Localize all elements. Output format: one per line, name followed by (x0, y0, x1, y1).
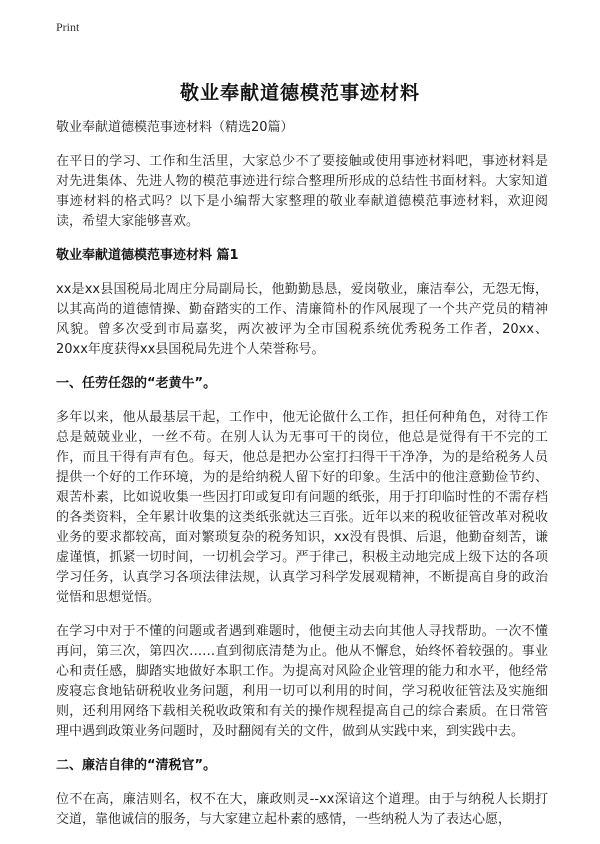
page-title: 敬业奉献道德模范事迹材料 (179, 82, 420, 104)
document-body (56, 118, 548, 844)
subheading-2: 二、廉洁自律的“清税官”。 (56, 758, 217, 773)
document-subtitle: 敬业奉献道德模范事迹材料（精选20篇） (56, 120, 294, 135)
print-link[interactable]: Print (56, 20, 80, 34)
paragraph-2: 多年以来，他从最基层干起，工作中，他无论做什么工作，担任何种角色，对待工作总是兢兢业业，一丝不苟。在别人认为无事可干的岗位，他总是觉得有干不完的工作，而且干得有声有色。每天，他总是把办公室打扫得干干净净，为的是给税务人员提供一个好的工作环境，为的是给纳税人留下好的印象。生活中的他注意勤俭节约、艰苦朴素，比如说收集一些因打印或复印有问题的纸张，用于打印临时性的不需存档的各类资料，全年累计收集的这类纸张就达三百张。近年以来的税收征管改革对税收业务的要求都较高，面对繁琐复杂的税务知识，xx没有畏惧、后退，他勤奋刻苦，谦虚谨慎，抓紧一切时间，一切机会学习。严于律己，积极主动地完成上级下达的各项学习任务，认真学习各项法律法规，认真学习科学发展观精神，不断提高自身的政治觉悟和思想觉悟。 (56, 410, 548, 605)
intro-paragraph: 在平日的学习、工作和生活里，大家总少不了要接触或使用事迹材料吧，事迹材料是对先进集体、先进人物的模范事迹进行综合整理所形成的总结性书面材料。大家知道事迹材料的格式吗？以下是小编帮大家整理的敬业奉献道德模范事迹材料，欢迎阅读，希望大家能够喜欢。 (56, 154, 548, 229)
subheading-1: 一、任劳任怨的“老黄牛”。 (56, 376, 217, 391)
paragraph-4: 位不在高，廉洁则名，权不在大，廉政则灵--xx深谙这个道理。由于与纳税人长期打交道，靠他诚信的服务，与大家建立起朴素的感情，一些纳税人为了表达心愿， (56, 792, 548, 827)
paragraph-3: 在学习中对于不懂的问题或者遇到难题时，他便主动去向其他人寻找帮助。一次不懂再问，第三次，第四次……直到彻底清楚为止。他从不懈怠，始终怀着较强的。事业心和责任感，脚踏实地做好本职工作。为提高对风险企业管理的能力和水平，他经常废寝忘食地钻研税收业务问题，利用一切可以利用的时间，学习税收征管法及实施细则，还利用网络下载相关税收政策和有关的操作规程提高自己的综合素质。在日常管理中遇到政策业务问题时，及时翻阅有关的文件，做到从实践中来，到实践中去。 (56, 624, 548, 739)
paragraph-1: xx是xx县国税局北周庄分局副局长，他勤勤恳恳，爱岗敬业，廉洁奉公，无怨无悔，以其高尚的道德情操、勤奋踏实的工作、清廉简朴的作风展现了一个共产党员的精神风貌。曾多次受到市局嘉奖，两次被评为全市国税系统优秀税务工作者，20xx、20xx年度获得xx县国税局先进个人荣誉称号。 (56, 282, 548, 357)
section-heading: 敬业奉献道德模范事迹材料 篇1 (56, 248, 239, 263)
